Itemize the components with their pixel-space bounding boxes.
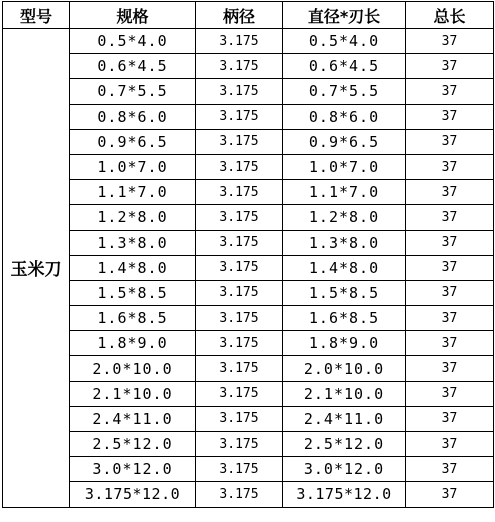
total-length-cell: 37 <box>406 180 494 205</box>
total-length-cell: 37 <box>406 154 494 179</box>
table-row <box>3 457 494 482</box>
shank-diameter-cell: 3.175 <box>196 104 283 129</box>
spec-cell: 1.0*7.0 <box>70 154 196 179</box>
table-row <box>3 180 494 205</box>
table-row <box>3 255 494 280</box>
spec-cell: 1.8*9.0 <box>70 331 196 356</box>
spec-cell: 1.5*8.5 <box>70 280 196 305</box>
diameter-blade-length-cell: 0.9*6.5 <box>283 129 406 154</box>
shank-diameter-cell: 3.175 <box>196 381 283 406</box>
total-length-cell: 37 <box>406 205 494 230</box>
total-length-cell: 37 <box>406 306 494 331</box>
diameter-blade-length-cell: 1.3*8.0 <box>283 230 406 255</box>
diameter-blade-length-cell: 2.5*12.0 <box>283 432 406 457</box>
spec-cell: 3.175*12.0 <box>70 482 196 507</box>
diameter-blade-length-cell: 3.0*12.0 <box>283 457 406 482</box>
shank-diameter-cell: 3.175 <box>196 482 283 507</box>
diameter-blade-length-cell: 0.6*4.5 <box>283 54 406 79</box>
header-spec: 规格 <box>70 2 196 29</box>
diameter-blade-length-cell: 1.8*9.0 <box>283 331 406 356</box>
total-length-cell: 37 <box>406 482 494 507</box>
total-length-cell: 37 <box>406 331 494 356</box>
diameter-blade-length-cell: 1.4*8.0 <box>283 255 406 280</box>
table-row <box>3 432 494 457</box>
shank-diameter-cell: 3.175 <box>196 255 283 280</box>
table-row <box>3 104 494 129</box>
spec-cell: 2.5*12.0 <box>70 432 196 457</box>
header-shank-diameter: 柄径 <box>196 2 283 29</box>
total-length-cell: 37 <box>406 280 494 305</box>
shank-diameter-cell: 3.175 <box>196 205 283 230</box>
shank-diameter-cell: 3.175 <box>196 129 283 154</box>
table-row <box>3 230 494 255</box>
table-body <box>3 29 494 508</box>
spec-cell: 3.0*12.0 <box>70 457 196 482</box>
spec-cell: 1.4*8.0 <box>70 255 196 280</box>
shank-diameter-cell: 3.175 <box>196 180 283 205</box>
table-row <box>3 406 494 431</box>
shank-diameter-cell: 3.175 <box>196 79 283 104</box>
diameter-blade-length-cell: 0.7*5.5 <box>283 79 406 104</box>
header-diameter-blade-length: 直径*刃长 <box>283 2 406 29</box>
spec-cell: 2.0*10.0 <box>70 356 196 381</box>
diameter-blade-length-cell: 2.1*10.0 <box>283 381 406 406</box>
header-model: 型号 <box>3 2 70 29</box>
total-length-cell: 37 <box>406 230 494 255</box>
shank-diameter-cell: 3.175 <box>196 230 283 255</box>
total-length-cell: 37 <box>406 381 494 406</box>
spec-cell: 0.7*5.5 <box>70 79 196 104</box>
shank-diameter-cell: 3.175 <box>196 306 283 331</box>
spec-table <box>2 1 494 508</box>
total-length-cell: 37 <box>406 129 494 154</box>
total-length-cell: 37 <box>406 79 494 104</box>
shank-diameter-cell: 3.175 <box>196 432 283 457</box>
shank-diameter-cell: 3.175 <box>196 356 283 381</box>
shank-diameter-cell: 3.175 <box>196 29 283 54</box>
table-row <box>3 205 494 230</box>
table-row <box>3 54 494 79</box>
model-cell: 玉米刀 <box>3 29 70 508</box>
table-row <box>3 482 494 507</box>
spec-cell: 0.5*4.0 <box>70 29 196 54</box>
spec-cell: 1.3*8.0 <box>70 230 196 255</box>
total-length-cell: 37 <box>406 457 494 482</box>
shank-diameter-cell: 3.175 <box>196 406 283 431</box>
total-length-cell: 37 <box>406 432 494 457</box>
table-row <box>3 129 494 154</box>
total-length-cell: 37 <box>406 406 494 431</box>
header-row <box>3 2 494 29</box>
spec-cell: 0.9*6.5 <box>70 129 196 154</box>
table-row <box>3 280 494 305</box>
diameter-blade-length-cell: 2.4*11.0 <box>283 406 406 431</box>
shank-diameter-cell: 3.175 <box>196 154 283 179</box>
shank-diameter-cell: 3.175 <box>196 457 283 482</box>
table-row <box>3 29 494 54</box>
spec-cell: 2.1*10.0 <box>70 381 196 406</box>
spec-cell: 1.1*7.0 <box>70 180 196 205</box>
diameter-blade-length-cell: 2.0*10.0 <box>283 356 406 381</box>
diameter-blade-length-cell: 1.2*8.0 <box>283 205 406 230</box>
table-row <box>3 356 494 381</box>
table-row <box>3 306 494 331</box>
spec-cell: 0.8*6.0 <box>70 104 196 129</box>
shank-diameter-cell: 3.175 <box>196 331 283 356</box>
total-length-cell: 37 <box>406 356 494 381</box>
total-length-cell: 37 <box>406 54 494 79</box>
diameter-blade-length-cell: 1.6*8.5 <box>283 306 406 331</box>
diameter-blade-length-cell: 0.5*4.0 <box>283 29 406 54</box>
total-length-cell: 37 <box>406 104 494 129</box>
diameter-blade-length-cell: 3.175*12.0 <box>283 482 406 507</box>
diameter-blade-length-cell: 1.5*8.5 <box>283 280 406 305</box>
total-length-cell: 37 <box>406 255 494 280</box>
shank-diameter-cell: 3.175 <box>196 280 283 305</box>
header-total-length: 总长 <box>406 2 494 29</box>
total-length-cell: 37 <box>406 29 494 54</box>
table-row <box>3 331 494 356</box>
spec-cell: 0.6*4.5 <box>70 54 196 79</box>
table-row <box>3 381 494 406</box>
spec-cell: 1.2*8.0 <box>70 205 196 230</box>
table-row <box>3 79 494 104</box>
spec-cell: 1.6*8.5 <box>70 306 196 331</box>
diameter-blade-length-cell: 1.0*7.0 <box>283 154 406 179</box>
table-row <box>3 154 494 179</box>
spec-cell: 2.4*11.0 <box>70 406 196 431</box>
shank-diameter-cell: 3.175 <box>196 54 283 79</box>
diameter-blade-length-cell: 1.1*7.0 <box>283 180 406 205</box>
diameter-blade-length-cell: 0.8*6.0 <box>283 104 406 129</box>
